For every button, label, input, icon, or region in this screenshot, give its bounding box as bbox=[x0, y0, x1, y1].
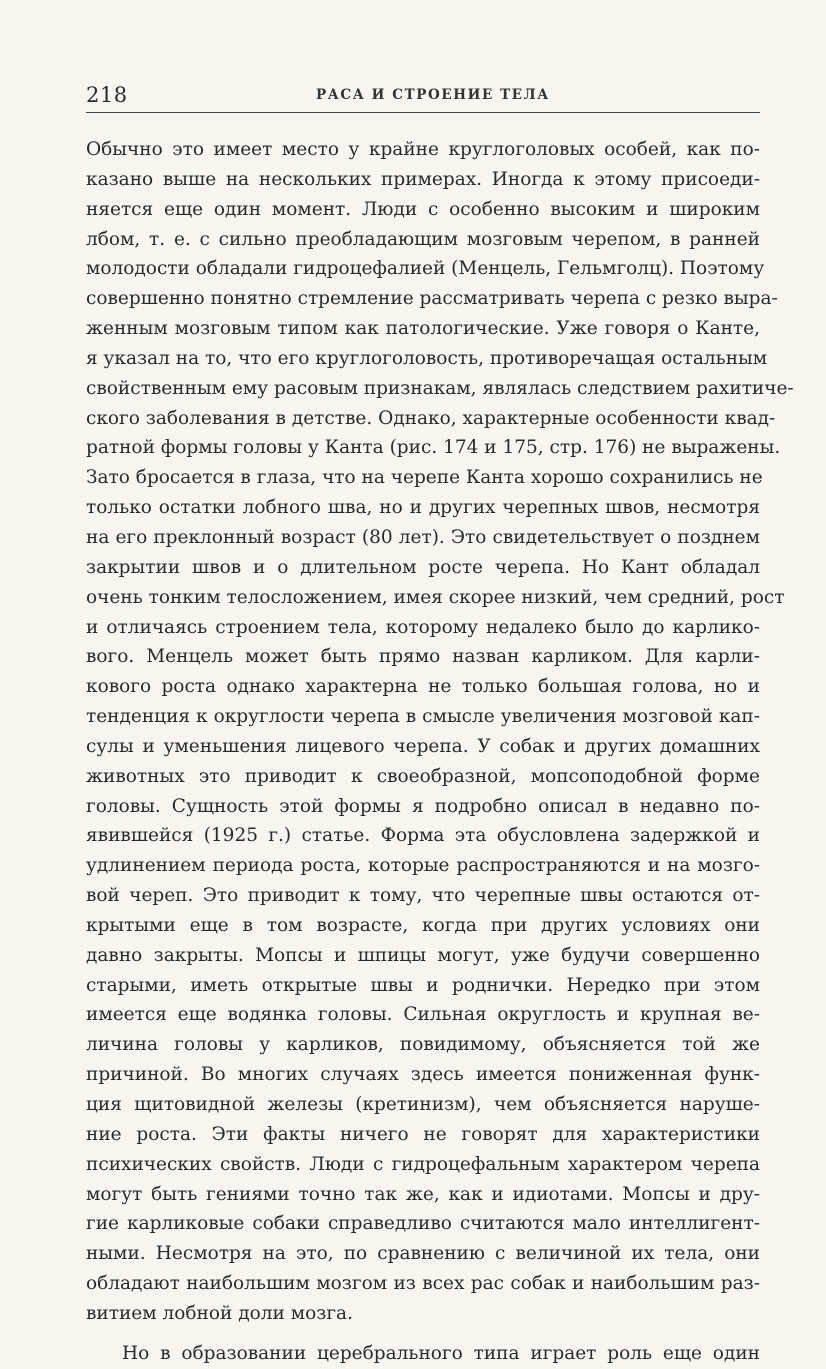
text-line: давно закрыты. Мопсы и шпицы могут, уже будучи совершенно bbox=[86, 944, 760, 966]
text-line: личина головы у карликов, повидимому, объясняется той же bbox=[86, 1034, 760, 1056]
text-line: животных это приводит к своеобразной, мопсоподобной форме bbox=[86, 765, 760, 787]
text-line: могут быть гениями точно так же, как и идиотами. Мопсы и дру- bbox=[86, 1183, 760, 1205]
text-line: головы. Сущность этой формы я подробно описал в недавно по- bbox=[86, 795, 760, 817]
text-line: Обычно это имеет место у крайне круглоголовых особей, как по- bbox=[86, 139, 760, 160]
text-line: крытыми еще в том возрасте, когда при других условиях они bbox=[86, 914, 760, 936]
page-number: 218 bbox=[86, 83, 128, 107]
text-line: имеется еще водянка головы. Сильная округлость и крупная ве- bbox=[86, 1004, 760, 1026]
text-line: гие карликовые собаки справедливо считаются мало интеллигент- bbox=[86, 1213, 760, 1235]
text-line: молодости обладали гидроцефалией (Менцель, Гельмголц). Поэтому bbox=[86, 258, 765, 280]
text-line: ция щитовидной железы (кретинизм), чем объясняется наруше- bbox=[86, 1094, 760, 1115]
text-line: только остатки лобного шва, но и других черепных швов, несмотря bbox=[86, 497, 760, 519]
page-header bbox=[86, 82, 760, 113]
text-line: кового роста однако характерна не только большая голова, но и bbox=[86, 676, 760, 698]
running-title: РАСА И СТРОЕНИЕ ТЕЛА bbox=[316, 87, 550, 103]
text-line: и отличаясь строением тела, которому недалеко было до карлико- bbox=[86, 616, 760, 638]
text-line: витием лобной доли мозга. bbox=[86, 1302, 353, 1324]
text-line: вого. Менцель может быть прямо назван карликом. Для карли- bbox=[86, 646, 760, 668]
text-line: казано выше на нескольких примерах. Иногда к этому присоеди- bbox=[86, 168, 760, 190]
body-text bbox=[86, 135, 794, 1369]
text-line: свойственным ему расовым признакам, являлась следствием рахитиче- bbox=[86, 377, 794, 399]
text-line: лбом, т. е. с сильно преобладающим мозговым черепом, в ранней bbox=[86, 228, 760, 250]
text-line: няется еще один момент. Люди с особенно высоким и широким bbox=[86, 198, 760, 220]
text-line: Но в образовании церебрального типа играет роль еще один bbox=[122, 1342, 760, 1364]
text-line: закрытии швов и о длительном росте черепа. Но Кант обладал bbox=[86, 556, 760, 578]
text-line: явившейся (1925 г.) статье. Форма эта обусловлена задержкой и bbox=[86, 825, 760, 847]
text-line: психических свойств. Люди с гидроцефальным характером черепа bbox=[86, 1153, 760, 1175]
text-line: старыми, иметь открытые швы и роднички. Нередко при этом bbox=[86, 974, 760, 996]
text-line: сулы и уменьшения лицевого черепа. У собак и других домашних bbox=[86, 735, 760, 757]
paragraph bbox=[86, 135, 794, 1329]
text-line: ского заболевания в детстве. Однако, характерные особенности квад- bbox=[86, 407, 776, 429]
text-line: я указал на то, что его круглоголовость, противоречащая остальным bbox=[86, 347, 768, 369]
text-line: совершенно понятно стремление рассматривать черепа с резко выра- bbox=[86, 288, 778, 310]
text-line: ратной формы головы у Канта (рис. 174 и 175, стр. 176) не выражены. bbox=[86, 437, 781, 459]
text-line: обладают наибольшим мозгом из всех рас собак и наибольшим раз- bbox=[86, 1273, 760, 1295]
text-line: тенденция к округлости черепа в смысле увеличения мозговой кап- bbox=[86, 706, 760, 728]
text-line: вой череп. Это приводит к тому, что черепные швы остаются от- bbox=[86, 885, 760, 907]
text-line: Зато бросается в глаза, что на черепе Канта хорошо сохранились не bbox=[86, 467, 763, 489]
paragraph bbox=[86, 1339, 760, 1369]
text-line: на его преклонный возраст (80 лет). Это свидетельствует о позднем bbox=[86, 526, 760, 548]
text-line: причиной. Во многих случаях здесь имеется пониженная функ- bbox=[86, 1064, 760, 1086]
text-line: ными. Несмотря на это, по сравнению с величиной их тела, они bbox=[86, 1243, 760, 1265]
text-line: очень тонким телосложением, имея скорее низкий, чем средний, рост bbox=[86, 586, 785, 608]
text-line: удлинением периода роста, которые распространяются и на мозго- bbox=[86, 855, 760, 877]
text-line: женным мозговым типом как патологические. Уже говоря о Канте, bbox=[86, 318, 760, 340]
text-line: ние роста. Эти факты ничего не говорят для характеристики bbox=[86, 1123, 760, 1145]
paragraph-gap bbox=[86, 1329, 760, 1339]
